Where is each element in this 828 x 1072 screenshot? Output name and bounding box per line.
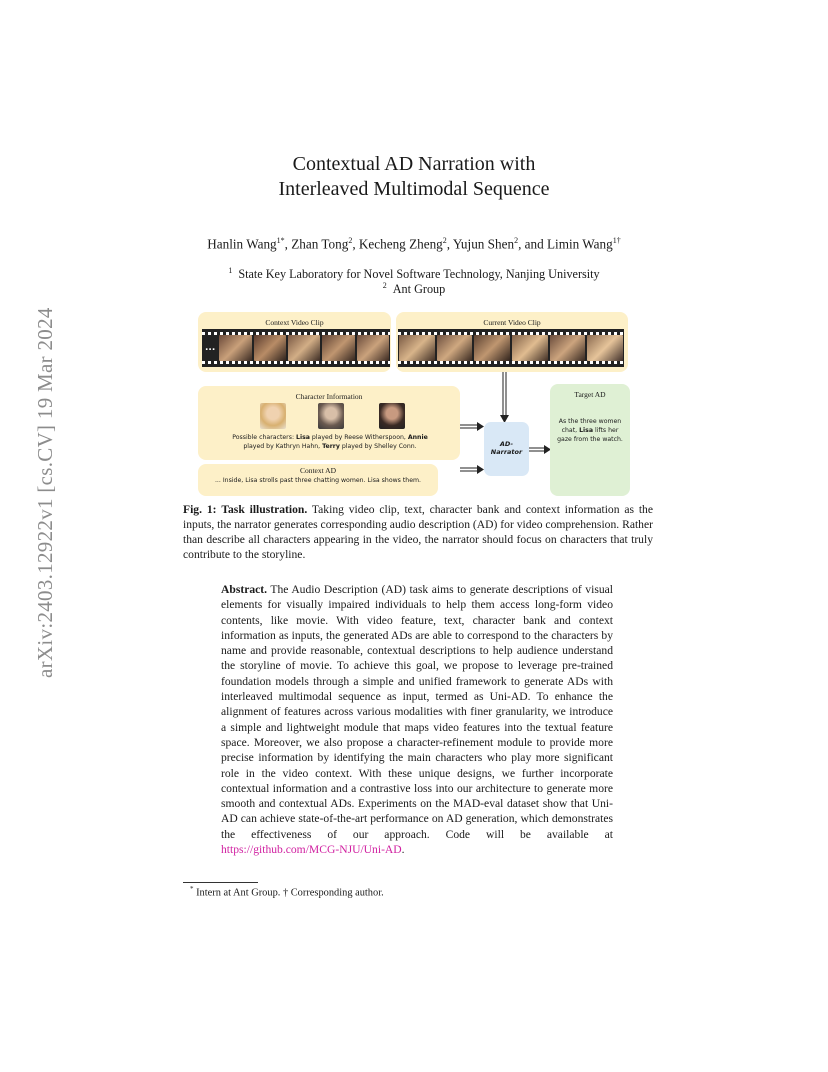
author-name: Limin Wang: [547, 236, 613, 252]
affiliation-1: [0, 266, 828, 282]
ad-narrator-block: [484, 422, 529, 476]
character-info-panel: [198, 386, 460, 460]
current-video-panel: [396, 312, 628, 372]
footnote: [190, 885, 384, 898]
affiliation-2: [0, 281, 828, 297]
target-ad-text: [556, 417, 624, 444]
video-frame: [399, 335, 435, 361]
char-name: Lisa: [296, 434, 310, 441]
character-portrait: [379, 403, 405, 429]
video-frame: [474, 335, 510, 361]
narrator-line-1: AD-: [499, 440, 514, 448]
film-perforation: [202, 332, 390, 335]
author-sup: 2: [514, 236, 519, 245]
video-frame: [254, 335, 286, 361]
video-frame: [357, 335, 389, 361]
arxiv-id: arXiv:2403.12922v1 [cs.CV] 19 Mar 2024: [33, 307, 57, 678]
author-separator: ,: [446, 236, 453, 252]
author-separator: , and: [518, 236, 547, 252]
context-clip-label: Context Video Clip: [265, 318, 324, 327]
paper-title: [0, 152, 828, 202]
character-info-text: [206, 433, 454, 451]
char-name: Terry: [322, 443, 340, 450]
context-filmstrip: [202, 329, 390, 367]
video-frame: [550, 335, 586, 361]
down-arrow-icon: [499, 372, 511, 424]
affiliation-num: 2: [382, 281, 387, 290]
author-name: Zhan Tong: [291, 236, 349, 252]
target-ad-label: Target AD: [574, 390, 606, 399]
ellipsis-text: ...: [205, 343, 216, 353]
title-line-1: Contextual AD Narration with: [292, 153, 536, 175]
context-video-panel: [198, 312, 391, 372]
affiliation-text: State Key Laboratory for Novel Software Technology, Nanjing University: [238, 267, 600, 282]
abstract: [221, 582, 613, 857]
caption-text: Taking video clip, text, character bank and context information as the inputs, the narrator generates corresponding audio description (AD) for video comprehension. Rather than describe all characters appearing in the video, the narrator should focus on characters that truly contribute to the storyline.: [183, 503, 653, 561]
arxiv-stamp: [18, 280, 66, 680]
char-name: Annie: [407, 434, 428, 441]
caption-label: Fig. 1:: [183, 503, 217, 516]
video-frame: [437, 335, 473, 361]
context-ad-text: ... Inside, Lisa strolls past three chatting women. Lisa shows them.: [214, 477, 422, 484]
author-sup: 2: [348, 236, 353, 245]
footnote-sup: *: [190, 885, 194, 893]
char-text: played by Shelley Conn.: [339, 443, 417, 450]
abstract-label: Abstract.: [221, 583, 268, 596]
author-separator: ,: [352, 236, 359, 252]
footnote-text: Intern at Ant Group. † Corresponding author.: [193, 887, 384, 899]
target-text: As the three women chat,: [558, 418, 622, 434]
target-bold: Lisa: [579, 427, 594, 434]
film-perforation: [398, 332, 624, 335]
current-clip-label: Current Video Clip: [483, 318, 541, 327]
abstract-text: The Audio Description (AD) task aims to generate descriptions of visual elements for visually impaired individuals to help them access long-form video contents, like movie. With video feature, text, character bank and context information as inputs, the generated ADs are able to correspond to the characters by name and provide reasonable, contextual descriptions to help audience understand the storyline of movie. To achieve this goal, we propose to leverage pre-trained foundation models through a simple and unified framework to generate ADs with interleaved multimodal sequence as input, termed as Uni-AD. To enhance the alignment of features across various modalities with finer granularity, we introduce a simple and lightweight module that maps video features into the textual feature space. Moreover, we also propose a character-refinement module to provide more precise information by identifying the main characters who play more significant role in the video context. With these unique designs, we further incorporate contextual information and a contrastive loss into our architecture to generate more smooth and contextual ADs. Experiments on the MAD-eval dataset show that Uni-AD can achieve state-of-the-art performance on AD generation, which demonstrates the effectiveness of our approach. Code will be available at: [221, 583, 613, 841]
caption-bold: Task illustration.: [221, 503, 308, 516]
film-perforation: [398, 361, 624, 364]
video-frame: [288, 335, 320, 361]
footnote-rule: [183, 882, 258, 883]
author-name: Yujun Shen: [452, 236, 515, 252]
narrator-line-2: Narrator: [490, 448, 523, 456]
author-sup: 2: [442, 236, 447, 245]
current-filmstrip: [398, 329, 624, 367]
character-info-label: Character Information: [295, 392, 363, 401]
author-list: [0, 236, 828, 252]
character-portrait: [318, 403, 344, 429]
char-text: Possible characters:: [232, 434, 296, 441]
author-sup: 1†: [612, 236, 621, 245]
video-frame: [219, 335, 251, 361]
figure-caption: [183, 502, 653, 562]
target-text: lifts her gaze from the watch.: [557, 427, 623, 443]
affiliation-num: 1: [228, 266, 233, 275]
author-sup: 1*: [276, 236, 285, 245]
film-perforation: [202, 361, 390, 364]
video-frame: [322, 335, 354, 361]
abstract-end: .: [401, 843, 405, 857]
context-ad-panel: [198, 464, 438, 496]
figure-1: [198, 310, 632, 500]
author-separator: ,: [284, 236, 292, 252]
affiliation-text: Ant Group: [392, 282, 446, 297]
video-frame: [587, 335, 623, 361]
right-arrow-icon: [529, 445, 551, 455]
author-name: Kecheng Zheng: [358, 236, 443, 252]
title-line-2: Interleaved Multimodal Sequence: [278, 178, 550, 200]
character-portrait: [260, 403, 286, 429]
context-ad-label: Context AD: [299, 466, 337, 475]
char-text: played by Reese Witherspoon,: [309, 434, 408, 441]
target-ad-panel: [550, 384, 630, 496]
right-arrow-icon: [460, 465, 484, 475]
video-frame: [512, 335, 548, 361]
code-link[interactable]: https://github.com/MCG-NJU/Uni-AD: [221, 843, 402, 857]
author-name: Hanlin Wang: [207, 236, 277, 252]
right-arrow-icon: [460, 422, 484, 432]
char-text: played by Kathryn Hahn,: [243, 443, 323, 450]
